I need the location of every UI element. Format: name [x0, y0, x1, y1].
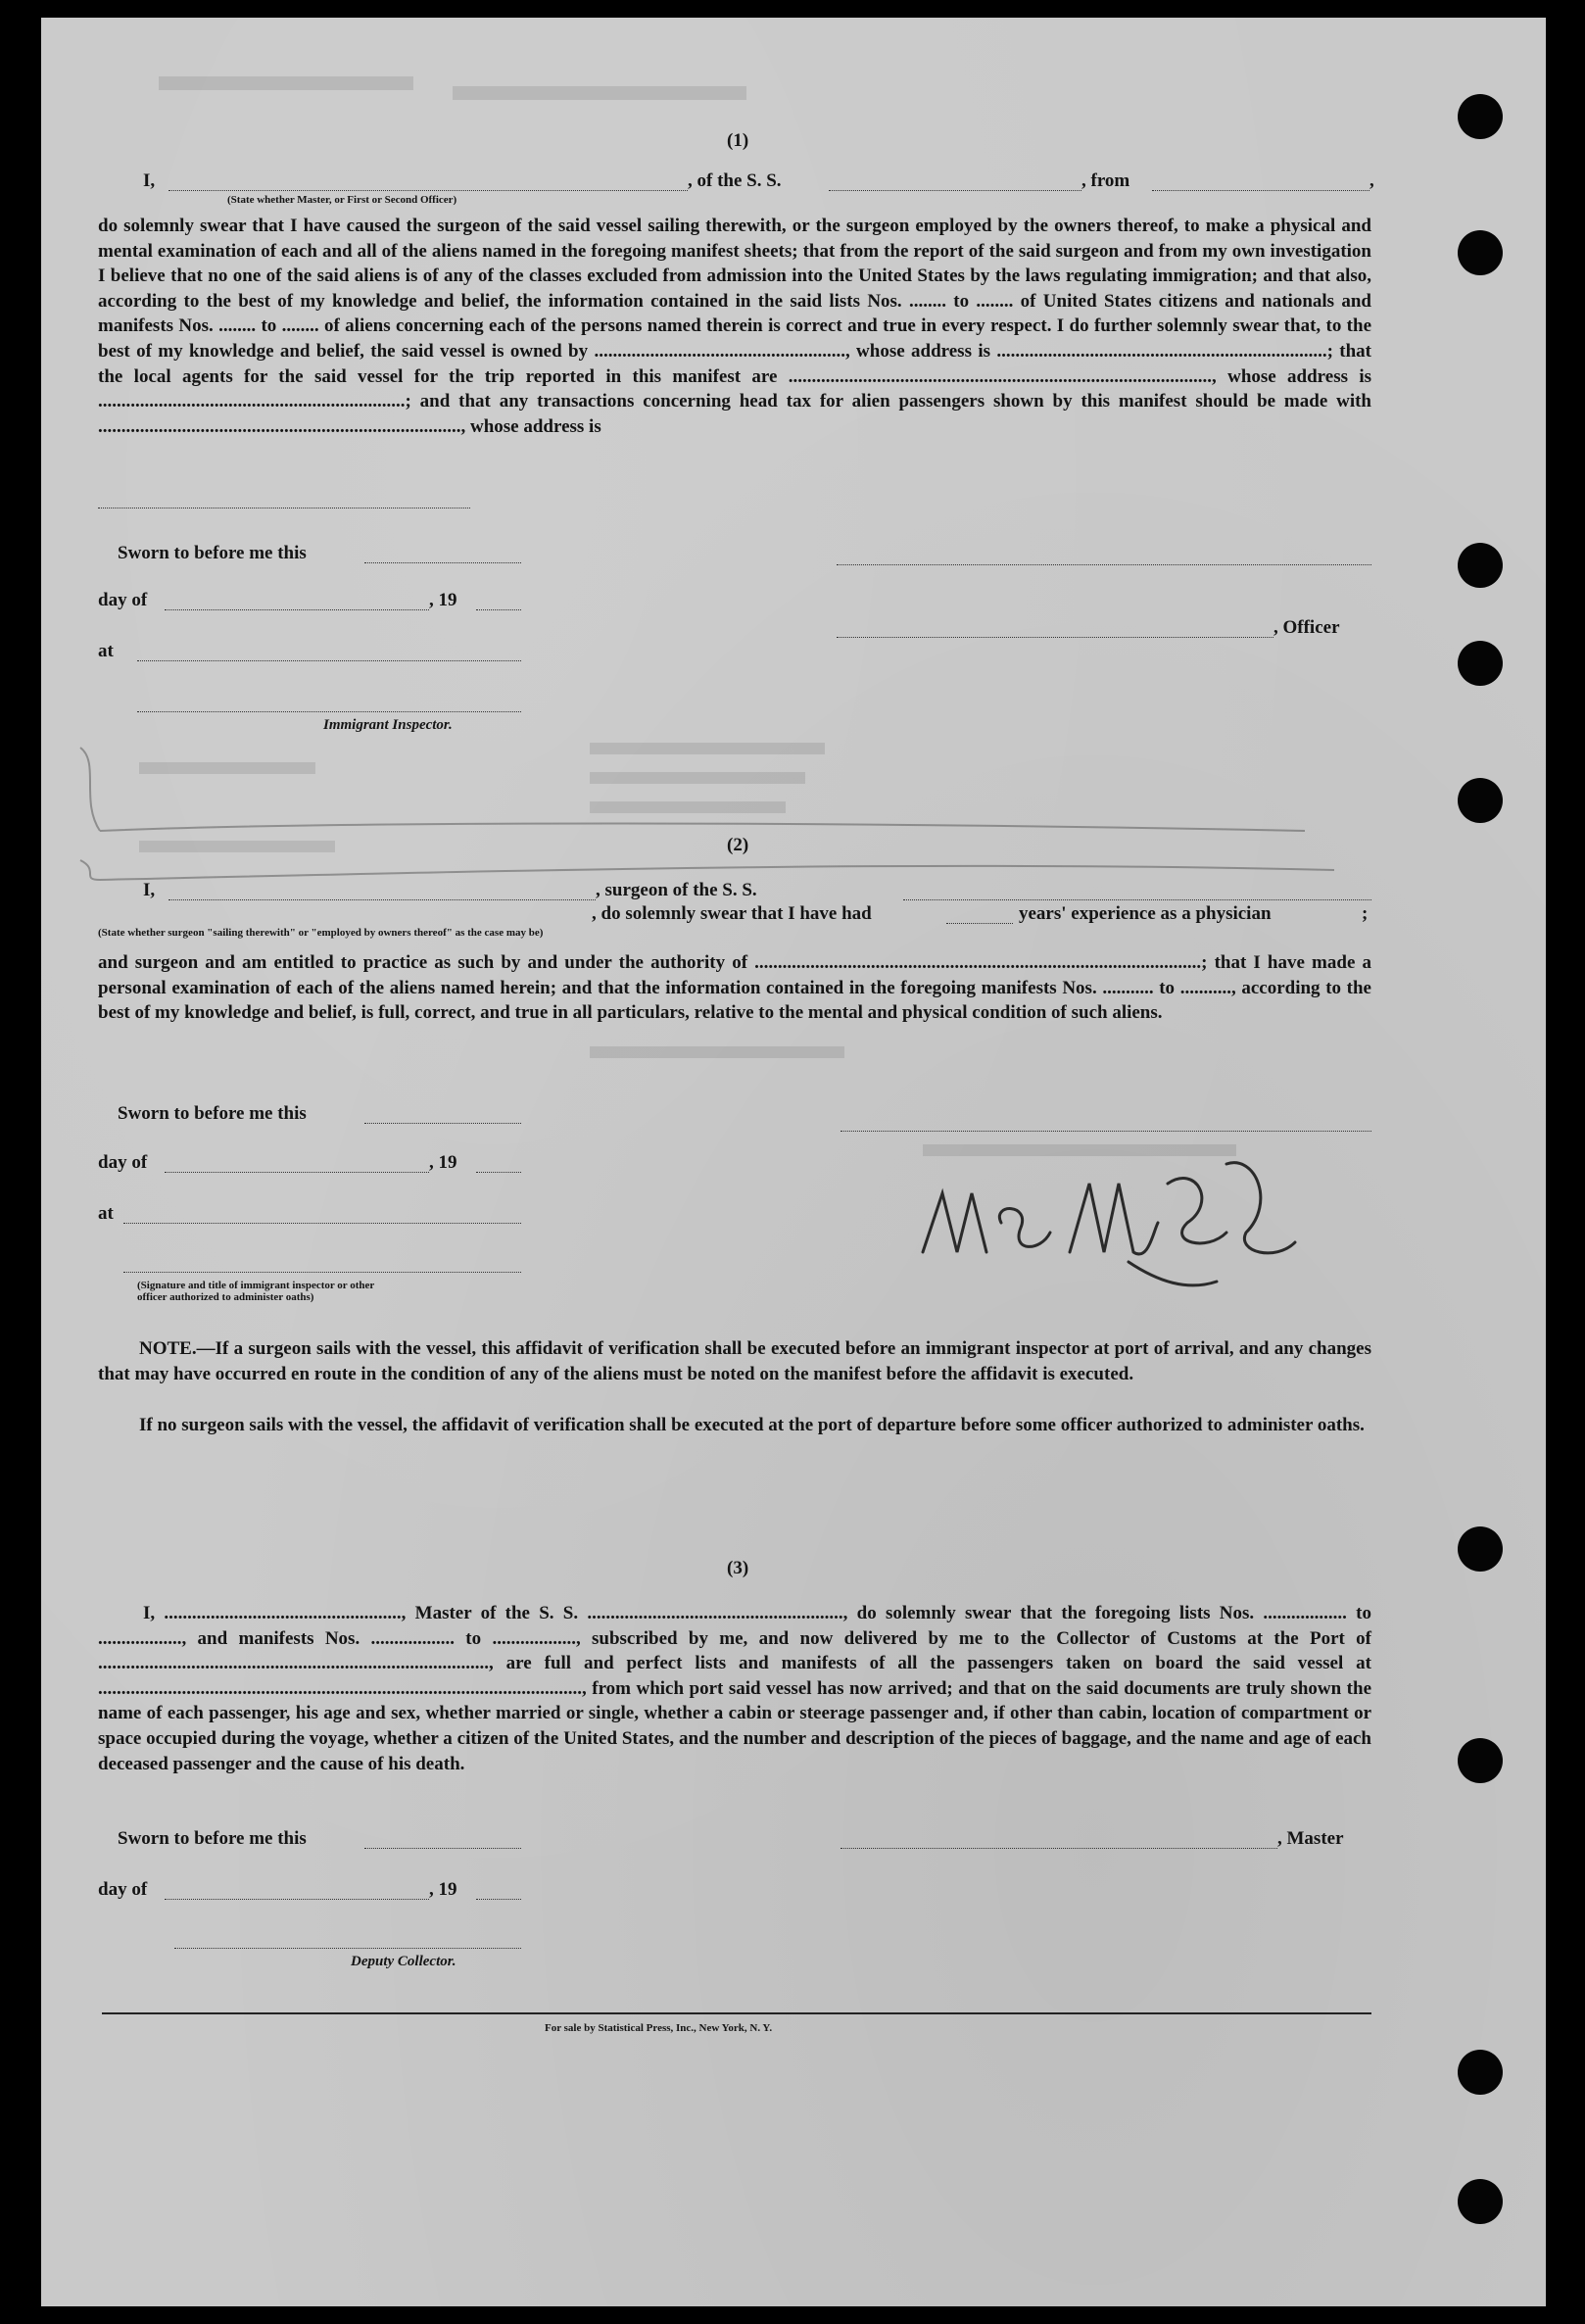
s3-master-blank — [841, 1848, 1277, 1849]
s2-semicolon: ; — [1362, 903, 1369, 924]
s2-surgeon-label: , surgeon of the S. S. — [596, 880, 757, 900]
section-3-number: (3) — [727, 1558, 749, 1578]
s3-oath-paragraph: I, ..................................................., Master of the S. S. ......................................................., do solemnly swear that the foregoing lists Nos. .................. to .................., and manifests Nos. .................. to .................., subscribed by me, and now delivered by me to the Collector of Customs at the Port of ...................................................................................., are full and perfect lists and manifests of all the passengers taken on board the said vessel at ........................................................................................................, from which port said vessel has now arrived; and that on the said documents are truly shown the name of each passenger, his age and sex, whether married or single, whether a cabin or steerage passenger and, if other than cabin, location of compartment or space occupied during the voyage, whether a citizen of the United States, and the number and description of the pieces of baggage, and the name and age of each deceased passenger and the cause of his death. — [98, 1603, 1371, 1774]
s2-swear-label: , do solemnly swear that I have had — [592, 903, 872, 924]
s1-from-label: , from — [1081, 170, 1130, 191]
s2-oath-paragraph: and surgeon and am entitled to practice as such by and under the authority of ................................................................................................; that I have made a personal examination of each of the aliens named herein; and that the information contained in the foregoing manifests Nos. ........... to ..........., according to the best of my knowledge and belief, is full, correct, and true in all particulars, relative to the mental and physical condition of such aliens. — [98, 952, 1371, 1024]
s3-day-of-label: day of — [98, 1879, 148, 1900]
s1-i-label: I, — [143, 170, 156, 191]
s2-at-blank — [123, 1223, 521, 1224]
s1-of-ss-label: , of the S. S. — [688, 170, 782, 191]
s3-sworn-label: Sworn to before me this — [118, 1828, 307, 1849]
s2-day-of-label: day of — [98, 1152, 148, 1173]
s1-at-label: at — [98, 641, 114, 661]
s3-day-blank — [165, 1899, 429, 1900]
note-paragraph-1 — [98, 1336, 1371, 1386]
s2-year-blank — [476, 1172, 521, 1173]
s1-sworn-blank — [364, 562, 521, 563]
s2-year-label: , 19 — [429, 1152, 457, 1173]
s1-day-of-label: day of — [98, 590, 148, 610]
s1-comma: , — [1369, 170, 1374, 191]
s1-vessel-blank — [829, 190, 1081, 191]
s1-officer-label: , Officer — [1273, 617, 1340, 638]
s1-officer-caption: (State whether Master, or First or Second Officer) — [227, 194, 457, 206]
s2-sig-blank — [123, 1272, 521, 1273]
s1-inspector-blank — [137, 711, 521, 712]
s2-sig-caption: (Signature and title of immigrant inspector or other officer authorized to administer oaths) — [137, 1280, 375, 1303]
handwritten-signature — [903, 1144, 1334, 1311]
note-label: NOTE. — [139, 1338, 197, 1359]
s2-sworn-label: Sworn to before me this — [118, 1103, 307, 1124]
section-2-number: (2) — [727, 835, 749, 855]
s1-day-blank — [165, 609, 429, 610]
note-text-1: —If a surgeon sails with the vessel, this affidavit of verification shall be executed before an immigrant inspector at port of arrival, and any changes that may have occurred en route in the condition of any of the aliens must be noted on the manifest before the affidavit is executed. — [98, 1338, 1371, 1384]
s1-at-blank — [137, 660, 521, 661]
s1-from-blank — [1152, 190, 1369, 191]
manifest-back-page — [41, 18, 1546, 2306]
s2-years-blank — [946, 923, 1013, 924]
s2-sworn-blank — [364, 1123, 521, 1124]
s2-at-label: at — [98, 1203, 114, 1224]
s2-caption: (State whether surgeon "sailing therewith" or "employed by owners thereof" as the case may be) — [98, 927, 544, 939]
footer-rule — [102, 2012, 1371, 2014]
s1-officer-blank — [168, 190, 688, 191]
note-paragraph-2: If no surgeon sails with the vessel, the affidavit of verification shall be executed at the port of departure before some officer authorized to administer oaths. — [139, 1415, 1365, 1435]
s2-surgeon-blank — [168, 899, 596, 900]
s2-surgeon-signature-blank — [841, 1131, 1371, 1132]
s1-signature-blank — [837, 564, 1371, 565]
s1-year-blank — [476, 609, 521, 610]
s3-deputy-label: Deputy Collector. — [351, 1954, 456, 1969]
s1-officer-blank-2 — [837, 637, 1273, 638]
s2-i-label: I, — [143, 880, 156, 900]
s3-sworn-blank — [364, 1848, 521, 1849]
s3-deputy-blank — [174, 1948, 521, 1949]
s2-vessel-blank — [903, 899, 1371, 900]
s1-sworn-label: Sworn to before me this — [118, 543, 307, 563]
s1-oath-paragraph: do solemnly swear that I have caused the surgeon of the said vessel sailing therewith, or the surgeon employed by the owners thereof, to make a physical and mental examination of each and all of the aliens named in the foregoing manifest sheets; that from the report of the said surgeon and from my own investigation I believe that no one of the said aliens is of any of the classes excluded from admission into the United States by the laws regulating immigration; and that also, according to the best of my knowledge and belief, the information contained in the said lists Nos. ........ to ........ of United States citizens and nationals and manifests Nos. ........ to ........ of aliens concerning each of the persons named therein is correct and true in every respect. I do further solemnly swear that, to the best of my knowledge and belief, the said vessel is owned by ......................................................, whose address is .......................................................................; that the local agents for the said vessel for the trip reported in this manifest are ..........................................................................................., whose address is ..................................................................; and that any transactions concerning head tax for alien passengers shown by this manifest should be made with .............................................................................., whose address is — [98, 216, 1371, 437]
s1-year-label: , 19 — [429, 590, 457, 610]
section-1-number: (1) — [727, 130, 749, 151]
publisher-footer: For sale by Statistical Press, Inc., New York, N. Y. — [545, 2022, 773, 2034]
s3-master-label: , Master — [1277, 1828, 1344, 1849]
s3-year-blank — [476, 1899, 521, 1900]
s3-year-label: , 19 — [429, 1879, 457, 1900]
s1-inspector-label: Immigrant Inspector. — [323, 717, 453, 733]
s2-day-blank — [165, 1172, 429, 1173]
s2-years-label: years' experience as a physician — [1019, 903, 1272, 924]
